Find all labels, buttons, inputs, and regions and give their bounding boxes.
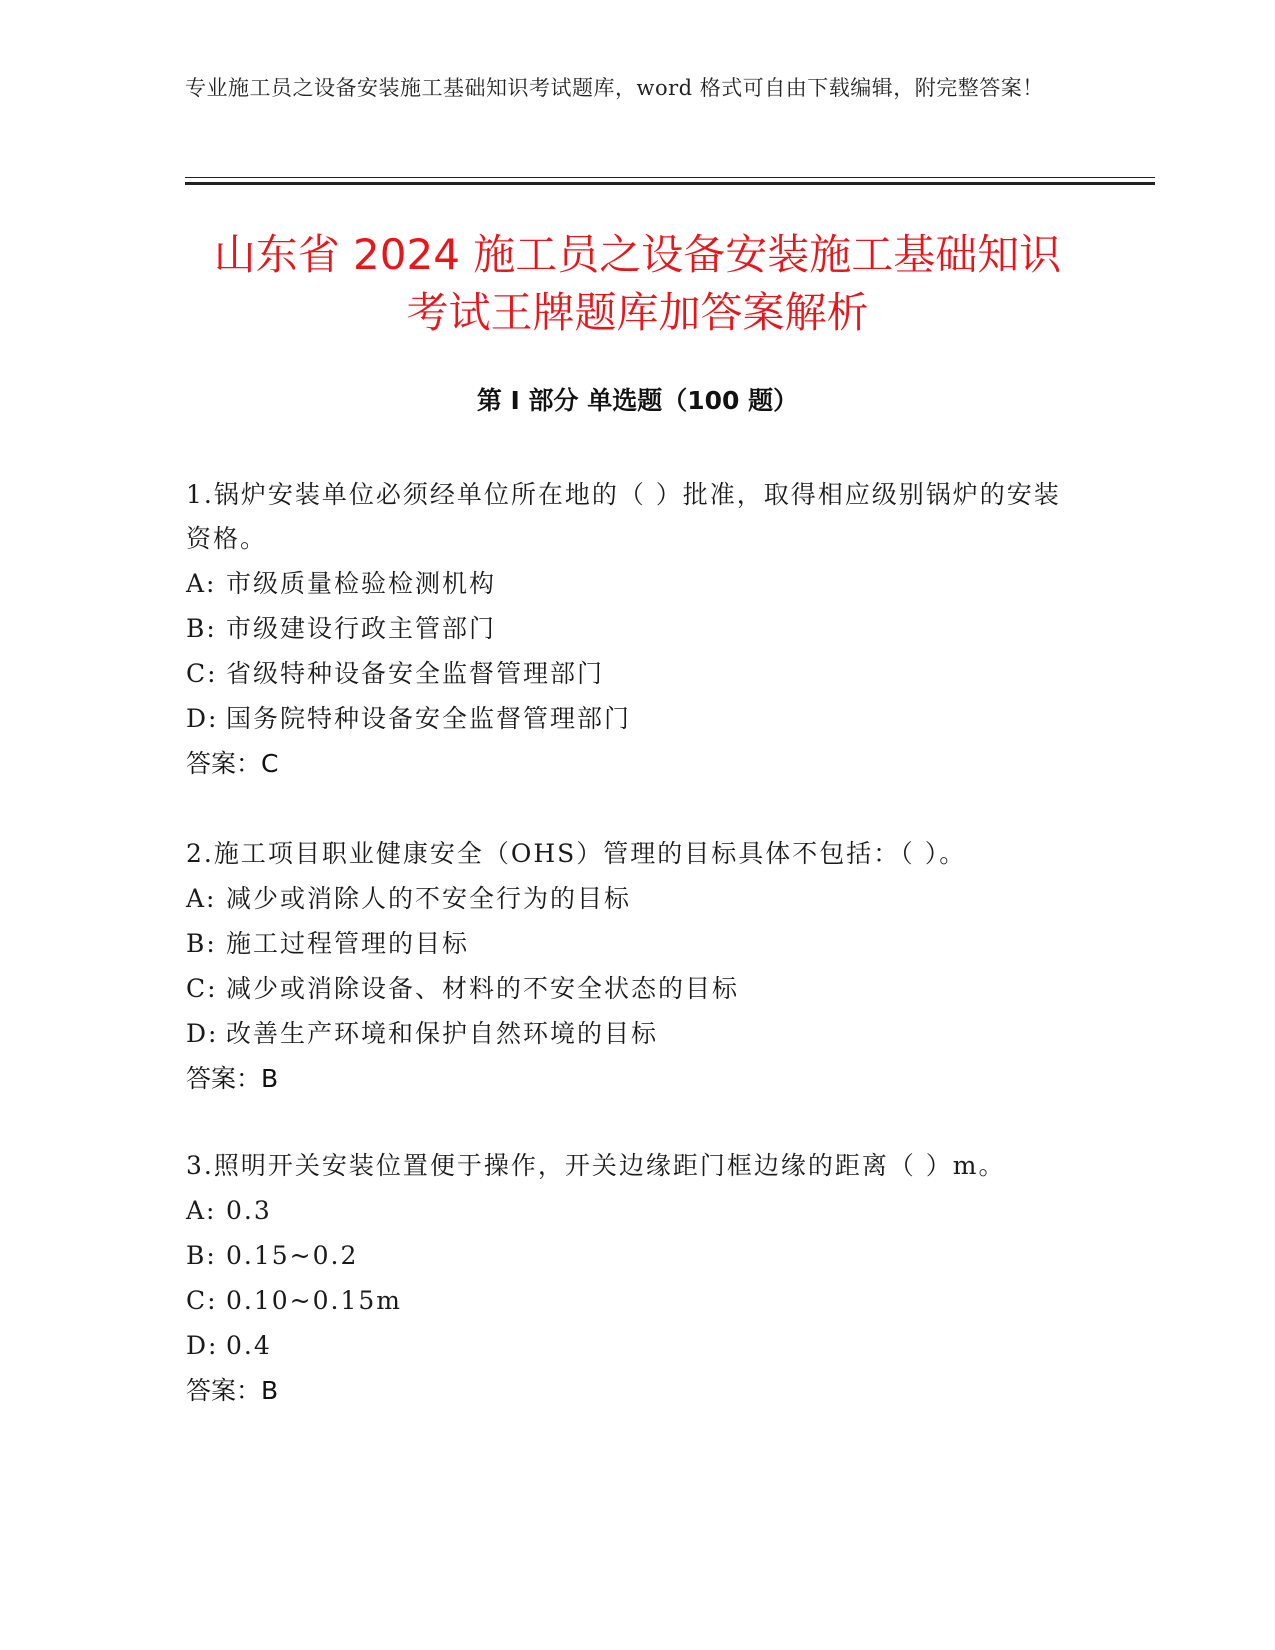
answer-line (186, 741, 1086, 786)
answer-line (186, 1056, 1086, 1101)
question-2 (186, 832, 1086, 1101)
option-a (186, 876, 1086, 921)
answer-label: 答案： (186, 749, 262, 778)
option-letter: C: (186, 659, 218, 688)
option-text: 0.4 (226, 1331, 272, 1360)
title-line-1: 山东省 2024 施工员之设备安装施工基础知识 (213, 230, 1062, 279)
option-b (186, 1233, 1086, 1278)
question-1 (186, 473, 1086, 786)
option-text: 改善生产环境和保护自然环境的目标 (226, 1019, 659, 1048)
option-d (186, 696, 1086, 741)
answer-line (186, 1368, 1086, 1413)
answer-value: B (261, 1376, 279, 1405)
option-text: 0.10~0.15m (226, 1286, 402, 1315)
header-divider-thin (185, 177, 1155, 178)
option-letter: D: (186, 1331, 219, 1360)
question-stem: 1.锅炉安装单位必须经单位所在地的（ ）批准，取得相应级别锅炉的安装资格。 (186, 480, 1061, 553)
answer-label: 答案： (186, 1376, 262, 1405)
header-note: 专业施工员之设备安装施工基础知识考试题库，word 格式可自由下载编辑，附完整答案！ (185, 76, 1044, 100)
option-letter: A: (186, 1196, 217, 1225)
option-letter: C: (186, 1286, 218, 1315)
option-letter: B: (186, 929, 217, 958)
option-b (186, 606, 1086, 651)
option-letter: A: (186, 884, 217, 913)
option-d (186, 1323, 1086, 1368)
answer-value: C (261, 749, 279, 778)
option-a (186, 561, 1086, 606)
option-letter: B: (186, 1241, 217, 1270)
question-stem: 3.照明开关安装位置便于操作，开关边缘距门框边缘的距离（ ）m。 (186, 1151, 1006, 1180)
section-heading: 第 I 部分 单选题（100 题） (476, 386, 799, 415)
question-3 (186, 1144, 1086, 1413)
option-letter: B: (186, 614, 217, 643)
option-letter: D: (186, 704, 219, 733)
option-b (186, 921, 1086, 966)
option-a (186, 1188, 1086, 1233)
option-text: 国务院特种设备安全监督管理部门 (226, 704, 632, 733)
option-letter: A: (186, 569, 217, 598)
option-text: 省级特种设备安全监督管理部门 (226, 659, 605, 688)
option-text: 施工过程管理的目标 (226, 929, 470, 958)
option-letter: C: (186, 974, 218, 1003)
option-d (186, 1011, 1086, 1056)
option-letter: D: (186, 1019, 219, 1048)
option-text: 减少或消除设备、材料的不安全状态的目标 (226, 974, 740, 1003)
answer-label: 答案： (186, 1064, 262, 1093)
answer-value: B (261, 1064, 279, 1093)
title-line-2: 考试王牌题库加答案解析 (406, 288, 869, 337)
option-text: 减少或消除人的不安全行为的目标 (226, 884, 632, 913)
option-text: 市级质量检验检测机构 (226, 569, 497, 598)
option-c (186, 966, 1086, 1011)
option-c (186, 1278, 1086, 1323)
header-divider-thick (185, 182, 1155, 185)
option-text: 0.15~0.2 (226, 1241, 359, 1270)
document-title (150, 226, 1125, 342)
option-text: 市级建设行政主管部门 (226, 614, 497, 643)
question-stem: 2.施工项目职业健康安全（OHS）管理的目标具体不包括：（ ）。 (186, 839, 967, 868)
option-text: 0.3 (226, 1196, 272, 1225)
option-c (186, 651, 1086, 696)
